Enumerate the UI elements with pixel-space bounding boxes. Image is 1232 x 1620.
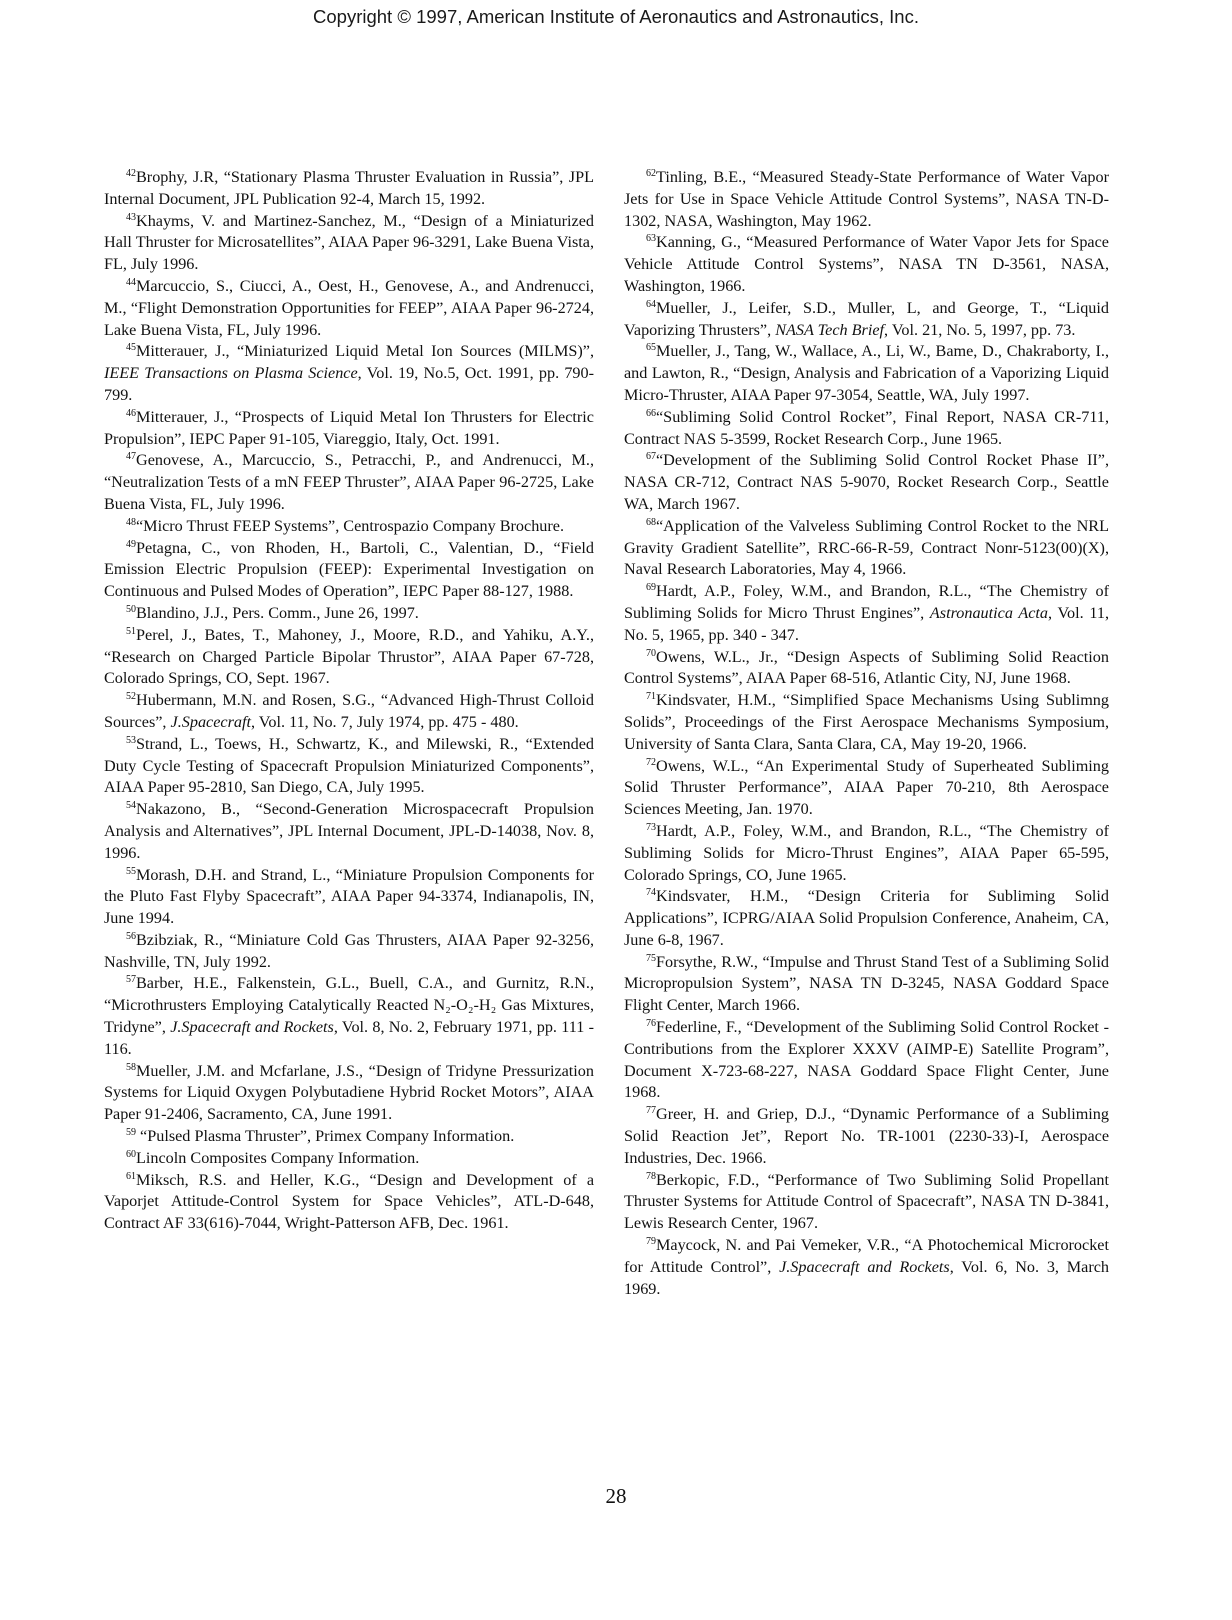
reference-number: 48 (126, 516, 136, 528)
reference-entry (624, 952, 1109, 1017)
reference-journal-title: NASA Tech Brief (775, 320, 885, 339)
reference-entry (104, 1148, 594, 1170)
reference-text: Kanning, G., “Measured Performance of Water Vapor Jets for Space Vehicle Attitude Control Systems”, NASA TN D-3561, NASA, Washington, 1966. (624, 233, 1109, 295)
reference-entry (104, 625, 594, 690)
reference-text: Khayms, V. and Martinez-Sanchez, M., “Design of a Miniaturized Hall Thruster for Microsatellites”, AIAA Paper 96-3291, Lake Buena Vista, FL, July 1996. (104, 211, 594, 274)
reference-text: Mitterauer, J., “Prospects of Liquid Metal Ion Thrusters for Electric Propulsion”, IEPC Paper 91-105, Viareggio, Italy, Oct. 1991. (104, 407, 594, 448)
reference-number: 78 (646, 1170, 656, 1182)
reference-number: 54 (126, 800, 136, 812)
reference-text: , Vol. 21, No. 5, 1997, pp. 73. (884, 320, 1076, 339)
reference-text: Kindsvater, H.M., “Design Criteria for Subliming Solid Applications”, ICPRG/AIAA Solid Propulsion Conference, Anaheim, CA, June 6-8, 1967. (624, 887, 1109, 949)
reference-text: “Micro Thrust FEEP Systems”, Centrospazio Company Brochure. (136, 516, 565, 535)
reference-entry (624, 821, 1109, 886)
reference-number: 62 (646, 168, 656, 179)
reference-number: 42 (126, 168, 136, 179)
reference-text: Hardt, A.P., Foley, W.M., and Brandon, R.L., “The Chemistry of Subliming Solids for Micro-Thrust Engines”, AIAA Paper 65-595, Colorado Springs, CO, June 1965. (624, 821, 1109, 884)
reference-text: Strand, L., Toews, H., Schwartz, K., and Milewski, R., “Extended Duty Cycle Testing of Spacecraft Propulsion Miniaturized Components”, AIAA Paper 95-2810, San Diego, CA, July 1995. (104, 734, 594, 797)
reference-text: Mueller, J., Tang, W., Wallace, A., Li, W., Bame, D., Chakraborty, I., and Lawton, R., “Design, Analysis and Fabrication of a Vaporizing Liquid Micro-Thruster, AIAA Paper 97-3054, Seattle, WA, July 1997. (624, 342, 1109, 404)
reference-text: Tinling, B.E., “Measured Steady-State Performance of Water Vapor Jets for Use in Space Vehicle Attitude Control Systems”, NASA TN-D-1302, NASA, Washington, May 1962. (624, 168, 1109, 230)
reference-number: 63 (646, 233, 656, 245)
reference-number: 72 (646, 756, 656, 768)
page-number: 28 (605, 1484, 627, 1508)
reference-entry (104, 799, 594, 864)
reference-entry (104, 690, 594, 734)
reference-text: Morash, D.H. and Strand, L., “Miniature Propulsion Components for the Pluto Fast Flyby Spacecraft”, AIAA Paper 94-3374, Indianapolis, IN, June 1994. (104, 865, 594, 928)
reference-entry (104, 538, 594, 603)
reference-number: 65 (646, 342, 656, 354)
reference-entry (624, 450, 1109, 515)
reference-text: Mitterauer, J., “Miniaturized Liquid Metal Ion Sources (MILMS)”, (136, 342, 594, 361)
reference-entry (104, 276, 594, 341)
reference-text: Greer, H. and Griep, D.J., “Dynamic Performance of a Subliming Solid Reaction Jet”, Report No. TR-1001 (2230-33)-I, Aerospace Industries, Dec. 1966. (624, 1105, 1109, 1167)
reference-entry (104, 1061, 594, 1126)
reference-text: “Subliming Solid Control Rocket”, Final Report, NASA CR-711, Contract NAS 5-3599, Rocket Research Corp., June 1965. (624, 407, 1109, 448)
reference-entry (624, 298, 1109, 342)
reference-text: , Vol. 11, No. 7, July 1974, pp. 475 - 480. (251, 712, 519, 731)
reference-text: , Vol. 8, No. 2, February 1971, pp. 111 - 116. (104, 1018, 595, 1058)
reference-journal-title: Astronautica Acta (929, 603, 1048, 622)
reference-entry (624, 516, 1109, 581)
reference-text: Maycock, N. and Pai Vemeker, V.R., “A Photochemical Microrocket for Attitude Control”, (624, 1236, 1109, 1276)
reference-entry (104, 341, 594, 406)
reference-text: Hardt, A.P., Foley, W.M., and Brandon, R.L., “The Chemistry of Subliming Solids for Micro Thrust Engines”, (624, 582, 1109, 622)
reference-entry (104, 450, 594, 515)
reference-number: 56 (126, 930, 136, 942)
reference-entry (104, 407, 594, 451)
reference-entry (104, 516, 594, 538)
reference-text: Miksch, R.S. and Heller, K.G., “Design and Development of a Vaporjet Attitude-Control System for Space Vehicles”, ATL-D-648, Contract AF 33(616)-7044, Wright-Patterson AFB, Dec. 1961. (104, 1170, 594, 1233)
references-right-column (624, 167, 1109, 1300)
reference-text: Owens, W.L., “An Experimental Study of Superheated Subliming Solid Thruster Performance”, AIAA Paper 70-210, 8th Aerospace Sciences Meeting, Jan. 1970. (624, 756, 1109, 819)
reference-text: Owens, W.L., Jr., “Design Aspects of Subliming Solid Reaction Control Systems”, AIAA Paper 68-516, Atlantic City, NJ, June 1968. (624, 647, 1109, 688)
reference-number: 55 (126, 865, 136, 877)
reference-entry (624, 167, 1109, 232)
reference-number: 45 (126, 342, 136, 354)
reference-text: Kindsvater, H.M., “Simplified Space Mechanisms Using Sublimng Solids”, Proceedings of the First Aerospace Mechanisms Symposium, University of Santa Clara, Santa Clara, CA, May 19-20, 1966. (624, 691, 1109, 753)
reference-text: Blandino, J.J., Pers. Comm., June 26, 1997. (136, 603, 419, 622)
reference-text: Perel, J., Bates, T., Mahoney, J., Moore, R.D., and Yahiku, A.Y., “Research on Charged Particle Bipolar Thrustor”, AIAA Paper 67-728, Colorado Springs, CO, Sept. 1967. (104, 625, 594, 688)
reference-text: , Vol. 6, No. 3, March 1969. (624, 1257, 1109, 1298)
reference-number: 77 (646, 1105, 656, 1117)
reference-entry (624, 1170, 1109, 1235)
copyright-header: Copyright © 1997, American Institute of Aeronautics and Astronautics, Inc. (313, 6, 919, 27)
reference-text: Barber, H.E., Falkenstein, G.L., Buell, C.A., and Gurnitz, R.N., “Microthrusters Employing Catalytically Reacted N₂-O₂-H₂ Gas Mixtures, Tridyne”, (104, 974, 594, 1037)
reference-number: 52 (126, 691, 136, 703)
reference-journal-title: J.Spacecraft and Rockets (170, 1018, 334, 1037)
reference-journal-title: IEEE Transactions on Plasma Science (104, 364, 358, 383)
reference-entry (104, 973, 594, 1060)
reference-number: 43 (126, 211, 136, 223)
references-left-column (104, 167, 594, 1235)
reference-text: Nakazono, B., “Second-Generation Microspacecraft Propulsion Analysis and Alternatives”, JPL Internal Document, JPL-D-14038, Nov. 8, 1996. (104, 800, 594, 862)
reference-number: 50 (126, 603, 136, 615)
reference-entry (624, 647, 1109, 691)
reference-text: “Pulsed Plasma Thruster”, Primex Company Information. (136, 1127, 515, 1146)
reference-number: 44 (126, 276, 136, 288)
reference-entry (104, 734, 594, 799)
reference-journal-title: J.Spacecraft and Rockets (779, 1257, 950, 1276)
reference-number: 71 (646, 691, 656, 703)
reference-journal-title: J.Spacecraft (170, 712, 251, 731)
reference-number: 60 (126, 1148, 136, 1160)
reference-number: 57 (126, 974, 136, 986)
reference-number: 68 (646, 516, 656, 528)
reference-number: 76 (646, 1018, 656, 1030)
reference-number: 49 (126, 538, 136, 550)
reference-number: 51 (126, 625, 136, 637)
reference-text: Genovese, A., Marcuccio, S., Petracchi, P., and Andrenucci, M., “Neutralization Tests of a mN FEEP Thruster”, AIAA Paper 96-2725, Lake Buena Vista, FL, July 1996. (104, 451, 594, 513)
reference-text: Lincoln Composites Company Information. (136, 1148, 420, 1167)
reference-number: 47 (126, 451, 136, 463)
reference-text: “Development of the Subliming Solid Control Rocket Phase II”, NASA CR-712, Contract NAS 5-9070, Rocket Research Corp., Seattle WA, March 1967. (624, 451, 1109, 513)
reference-entry (104, 1170, 594, 1235)
reference-entry (624, 886, 1109, 951)
reference-text: , Vol. 19, No.5, Oct. 1991, pp. 790-799. (104, 364, 594, 404)
reference-entry (104, 1126, 594, 1148)
reference-number: 73 (646, 821, 656, 833)
reference-number: 61 (126, 1170, 136, 1182)
reference-text: Hubermann, M.N. and Rosen, S.G., “Advanced High-Thrust Colloid Sources”, (104, 691, 594, 731)
reference-entry (624, 232, 1109, 297)
reference-entry (624, 690, 1109, 755)
reference-entry (624, 407, 1109, 451)
reference-number: 46 (126, 407, 136, 419)
reference-text: , Vol. 11, No. 5, 1965, pp. 340 - 347. (624, 603, 1110, 644)
reference-number: 70 (646, 647, 656, 659)
reference-number: 58 (126, 1061, 136, 1073)
reference-text: Petagna, C., von Rhoden, H., Bartoli, C., Valentian, D., “Field Emission Electric Propulsion (FEEP): Experimental Investigation on Continuous and Pulsed Modes of Operation”, IEPC Paper 88-127, 1988. (104, 538, 594, 601)
reference-number: 59 (126, 1127, 136, 1139)
reference-text: Mueller, J., Leifer, S.D., Muller, L, and George, T., “Liquid Vaporizing Thrusters”, (624, 298, 1109, 339)
reference-entry (624, 341, 1109, 406)
reference-text: Brophy, J.R, “Stationary Plasma Thruster Evaluation in Russia”, JPL Internal Document, JPL Publication 92-4, March 15, 1992. (104, 168, 594, 208)
reference-number: 64 (646, 298, 656, 310)
reference-entry (624, 1104, 1109, 1169)
reference-entry (104, 167, 594, 211)
reference-text: “Application of the Valveless Subliming Control Rocket to the NRL Gravity Gradient Satellite”, RRC-66-R-59, Contract Nonr-5123(00)(X), Naval Research Laboratories, May 4, 1966. (624, 516, 1109, 579)
reference-number: 75 (646, 952, 656, 964)
reference-entry (104, 603, 594, 625)
reference-entry (624, 756, 1109, 821)
reference-number: 53 (126, 734, 136, 746)
reference-entry (104, 930, 594, 974)
reference-number: 74 (646, 887, 656, 899)
reference-text: Federline, F., “Development of the Subliming Solid Control Rocket - Contributions from the Explorer XXXV (AIMP-E) Satellite Program”, Document X-723-68-227, NASA Goddard Space Flight Center, June 1968. (624, 1018, 1109, 1102)
reference-text: Mueller, J.M. and Mcfarlane, J.S., “Design of Tridyne Pressurization Systems for Liquid Oxygen Polybutadiene Hybrid Rocket Motors”, AIAA Paper 91-2406, Sacramento, CA, June 1991. (104, 1061, 594, 1124)
reference-number: 66 (646, 407, 656, 419)
reference-entry (624, 581, 1109, 646)
reference-text: Marcuccio, S., Ciucci, A., Oest, H., Genovese, A., and Andrenucci, M., “Flight Demonstration Opportunities for FEEP”, AIAA Paper 96-2724, Lake Buena Vista, FL, July 1996. (104, 276, 594, 339)
reference-entry (624, 1235, 1109, 1300)
reference-number: 69 (646, 582, 656, 594)
reference-text: Forsythe, R.W., “Impulse and Thrust Stand Test of a Subliming Solid Micropropulsion System”, NASA TN D-3245, NASA Goddard Space Flight Center, March 1966. (624, 952, 1109, 1015)
reference-entry (624, 1017, 1109, 1104)
reference-entry (104, 865, 594, 930)
reference-entry (104, 211, 594, 276)
reference-number: 79 (646, 1236, 656, 1248)
reference-number: 67 (646, 451, 656, 463)
reference-text: Bzibziak, R., “Miniature Cold Gas Thrusters, AIAA Paper 92-3256, Nashville, TN, July 1992. (104, 930, 594, 971)
reference-text: Berkopic, F.D., “Performance of Two Subliming Solid Propellant Thruster Systems for Attitude Control of Spacecraft”, NASA TN D-3841, Lewis Research Center, 1967. (624, 1170, 1109, 1233)
